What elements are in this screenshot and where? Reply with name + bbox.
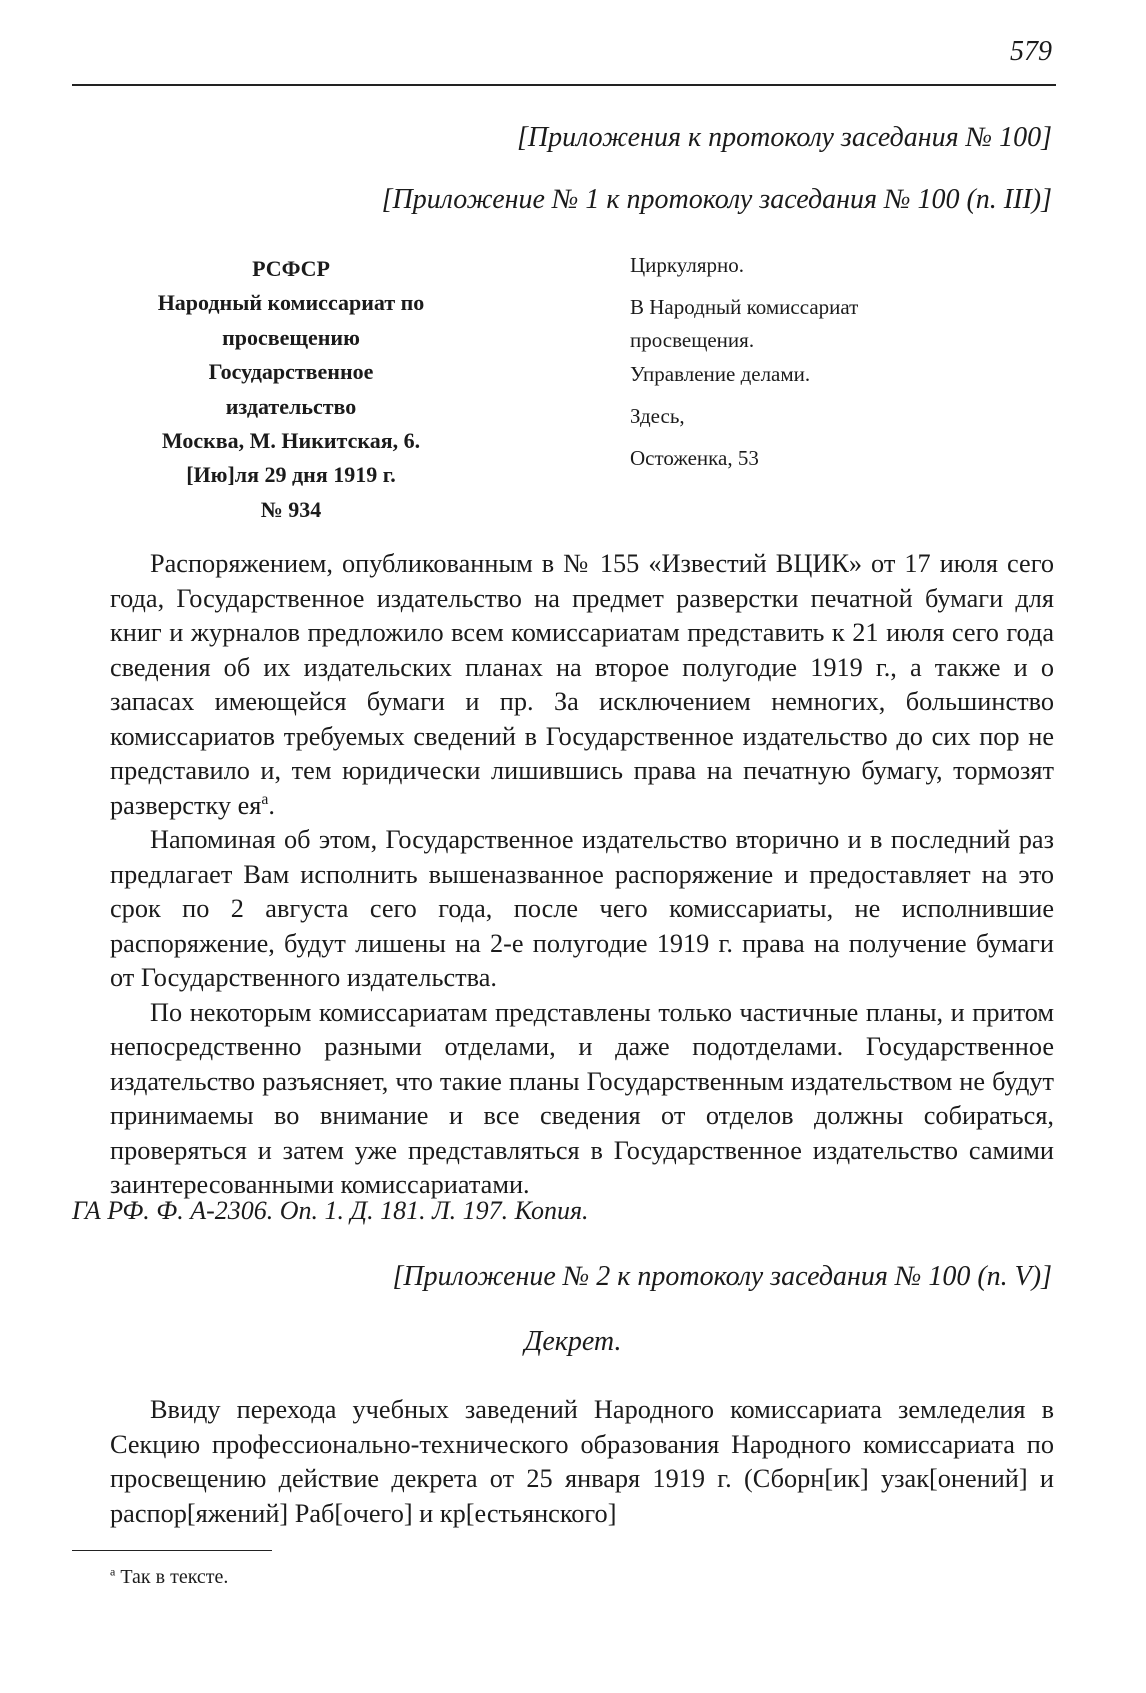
paragraph-end: . [268,790,275,820]
addressee-line: Здесь, [630,404,685,428]
archive-reference: ГА РФ. Ф. А-2306. Оп. 1. Д. 181. Л. 197. Копия. [72,1196,589,1225]
body-paragraph [110,547,1054,823]
appendix-1-heading: [Приложение № 1 к протоколу заседания № 100 (п. III)] [381,184,1052,215]
letterhead-line: издательство [225,393,357,419]
letter-body [110,547,1054,1203]
addressee-line: Остоженка, 53 [630,446,759,470]
footnote [110,1566,228,1589]
addressee-line: В Народный комиссариат [630,295,859,319]
addressee-line: Управление делами. [630,362,811,386]
footnote-mark: а [261,790,269,808]
footnote-text: Так в тексте. [115,1566,229,1588]
page-number: 579 [1010,36,1052,67]
appendix-2-heading: [Приложение № 2 к протоколу заседания № 100 (п. V)] [392,1261,1052,1292]
decree-body [110,1393,1054,1531]
header-rule [72,84,1056,86]
letterhead-line: [Ию]ля 29 дня 1919 г. [186,462,396,488]
body-paragraph: По некоторым комиссариатам представлены только частичные планы, и притом непосредственно разными отделами, и даже подотделами. Государственное издательство разъясняет, что такие планы Государственным издательством не будут принимаемы во внимание и все сведения от отделов должны собираться, проверяться и затем уже представляться в Государственное издательство самими заинтересованными комиссариатами. [110,997,1054,1199]
letterhead [126,252,456,527]
body-paragraph: Напоминая об этом, Государственное издательство вторично и в последний раз предлагает Вам исполнить вышеназванное распоряжение и предоставляет на это срок по 2 августа сего года, после чего комиссариаты, не исполнившие распоряжение, будут лишены на 2-е полугодие 1919 г. права на получение бумаги от Государственного издательства. [110,825,1054,992]
letterhead-line: РСФСР [252,256,330,281]
footnote-rule [72,1550,272,1551]
decree-title: Декрет. [524,1326,622,1357]
letterhead-line: просвещению [222,324,360,350]
decree-paragraph: Ввиду перехода учебных заведений Народного комиссариата земледелия в Секцию профессионально-технического образования Народного комиссариата по просвещению действие декрета от 25 января 1919 г. (Сборн[ик] узак[онений] и распор[яжений] Раб[очего] и кр[естьянского] [110,1395,1054,1528]
letterhead-line: Народный комиссариат по [157,290,425,316]
footnote-mark: а [110,1564,116,1579]
paragraph-text: Распоряжением, опубликованным в № 155 «Известий ВЦИК» от 17 июля сего года, Государственное издательство на предмет разверстки печатной бумаги для книг и журналов предложило всем комиссариатам представить к 21 июля сего года сведения об их издательских планах на второе полугодие 1919 г., а также и о запасах имеющейся бумаги и пр. За исключением немногих, большинство комиссариатов требуемых сведений в Государственное издательство до сих пор не представило и, тем юридически лишившись права на печатную бумагу, тормозят разверстку ея [110,549,1054,820]
addressee-line: Циркулярно. [630,253,745,277]
letterhead-line: Государственное [208,359,374,385]
appendices-heading: [Приложения к протоколу заседания № 100] [517,122,1052,153]
letterhead-line: Москва, М. Никитская, 6. [161,428,421,454]
letterhead-line: № 934 [260,496,322,522]
addressee-line: просвещения. [630,328,755,352]
